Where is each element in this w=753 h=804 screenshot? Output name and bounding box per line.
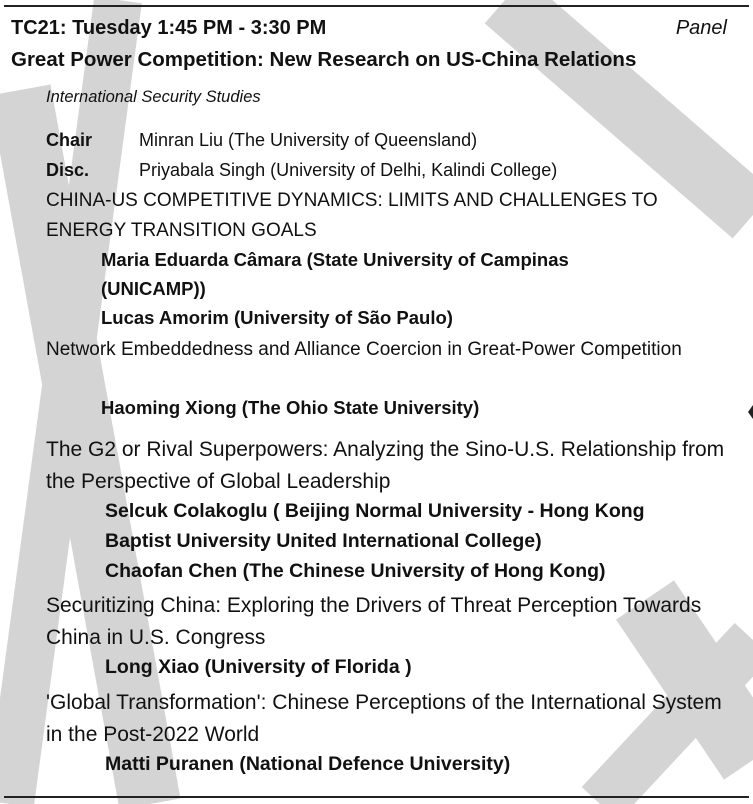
paper-title: Network Embeddedness and Alliance Coercion in Great-Power Competition: [46, 339, 682, 360]
session-code-time: TC21: Tuesday 1:45 PM - 3:30 PM: [11, 17, 327, 39]
paper-author: Matti Puranen (National Defence University): [105, 753, 511, 775]
paper-author: Selcuk Colakoglu ( Beijing Normal University - Hong Kong Baptist University United International College): [105, 500, 645, 552]
session-type: Panel: [675, 17, 727, 39]
paper-title: The G2 or Rival Superpowers: Analyzing the Sino-U.S. Relationship from the Perspective of Global Leadership: [46, 438, 725, 493]
chair-name: Minran Liu (The University of Queensland): [139, 130, 478, 150]
paper-title: 'Global Transformation': Chinese Perceptions of the International System in the Post-2022 World: [46, 691, 722, 746]
session-title: Great Power Competition: New Research on US-China Relations: [11, 48, 637, 71]
paper-author: Chaofan Chen (The Chinese University of Hong Kong): [105, 560, 606, 582]
paper-author: Long Xiao (University of Florida ): [105, 656, 412, 678]
section-name: International Security Studies: [46, 88, 261, 106]
paper-author: Haoming Xiong (The Ohio State University): [101, 397, 480, 418]
top-rule: [4, 5, 749, 7]
paper-author: Lucas Amorim (University of São Paulo): [101, 307, 453, 328]
discussant-name: Priyabala Singh (University of Delhi, Kalindi College): [139, 160, 558, 180]
paper-author: Maria Eduarda Câmara (State University of Campinas (UNICAMP)): [101, 249, 569, 299]
paper-title: CHINA-US COMPETITIVE DYNAMICS: LIMITS AND CHALLENGES TO ENERGY TRANSITION GOALS: [46, 190, 658, 241]
discussant-label: Disc.: [46, 160, 90, 180]
chair-label: Chair: [46, 130, 93, 150]
bottom-rule: [4, 796, 749, 798]
paper-title: Securitizing China: Exploring the Drivers of Threat Perception Towards China in U.S. Congress: [46, 594, 702, 649]
